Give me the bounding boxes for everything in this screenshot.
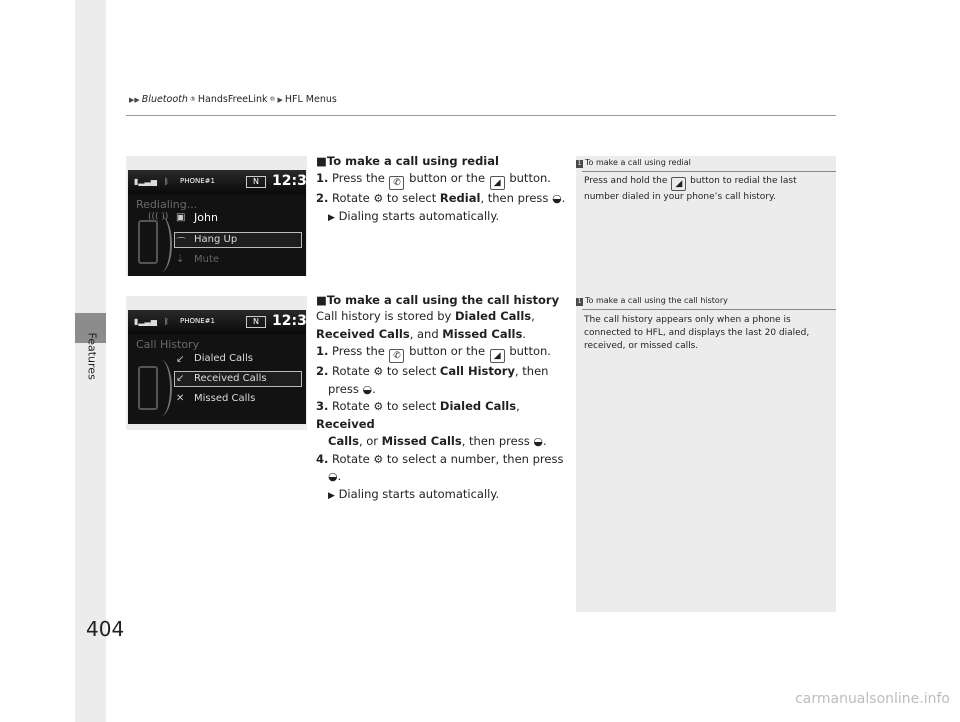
note-redial-title: 1 To make a call using redial xyxy=(577,158,691,167)
dialed-calls-option[interactable]: Dialed Calls xyxy=(194,353,253,364)
selector-knob-icon: ⚙ xyxy=(373,365,384,378)
hang-up-label: Hang Up xyxy=(194,234,238,245)
press-knob-icon: ◒ xyxy=(328,470,338,483)
calling-waves-icon: ((( )) xyxy=(148,212,169,222)
gear-indicator: N xyxy=(246,176,266,188)
pick-up-button-icon: ◢ xyxy=(490,176,505,190)
contact-name: John xyxy=(194,211,218,224)
note-redial-text: Press and hold the ◢ button to redial the last number dialed in your phone’s call history. xyxy=(584,176,797,202)
note-call-history-title: 1 To make a call using the call history xyxy=(577,296,728,305)
breadcrumb-hfl-menus: HFL Menus xyxy=(284,94,337,105)
result-arrow-icon: ▶ xyxy=(328,212,335,223)
phone-button-icon: ✆ xyxy=(389,349,404,363)
watermark: carmanualsonline.info xyxy=(795,691,950,707)
note-rule xyxy=(582,171,836,172)
selector-knob-icon: ⚙ xyxy=(373,192,384,205)
contact-icon: ▣ xyxy=(176,212,186,223)
missed-calls-icon: ✕ xyxy=(176,393,185,404)
phone-label: PHONE#1 xyxy=(180,177,215,185)
breadcrumb-arrow-icon: ▶▶ xyxy=(129,95,140,104)
selector-knob-icon: ⚙ xyxy=(373,400,384,413)
section-call-history-steps: Call history is stored by Dialed Calls, Received Calls, and Missed Calls. 1. Press the ✆ button or the ◢ button. 2. Rotate ⚙ to select Call History, then press ◒. 3. Rotate ⚙ to select Dialed Calls, Received Calls, or Missed Calls, then press ◒. 4. Rotate ⚙ to select a number, then press ◒. ▶ Dialing starts automatically. xyxy=(316,309,564,501)
battery-signal-icon: ▮▂▃▅ xyxy=(134,177,157,186)
battery-signal-icon: ▮▂▃▅ xyxy=(134,317,157,326)
notes-column xyxy=(576,156,836,612)
result-arrow-icon: ▶ xyxy=(328,490,335,501)
section-redial-heading: ■To make a call using redial xyxy=(316,154,499,168)
hang-up-icon: ⌒ xyxy=(176,238,186,249)
section-call-history-heading: ■To make a call using the call history xyxy=(316,293,560,307)
section-bullet-icon: ■ xyxy=(316,293,327,307)
gear-indicator: N xyxy=(246,316,266,328)
received-calls-option[interactable]: Received Calls xyxy=(194,373,267,384)
bluetooth-icon: ᛒ xyxy=(164,317,169,326)
call-history-display xyxy=(128,310,317,424)
dialed-calls-icon: ↙ xyxy=(176,354,185,365)
clock: 12:34 xyxy=(272,313,317,329)
side-tab-label: Features xyxy=(85,332,99,380)
redial-screen-image xyxy=(126,156,317,276)
phone-button-icon: ✆ xyxy=(389,176,404,190)
missed-calls-option[interactable]: Missed Calls xyxy=(194,393,256,404)
call-history-screen-image xyxy=(126,296,317,430)
note-rule xyxy=(582,309,836,310)
clock: 12:34 xyxy=(272,173,317,189)
header-rule xyxy=(126,115,836,116)
screen-title: Call History xyxy=(136,338,200,351)
press-knob-icon: ◒ xyxy=(533,435,543,448)
section-bullet-icon: ■ xyxy=(316,154,327,168)
status-bar xyxy=(128,310,317,334)
note-call-history-text: The call history appears only when a phone is connected to HFL, and displays the last 20 dialed, received, or missed calls. xyxy=(584,315,810,351)
press-knob-icon: ◒ xyxy=(362,382,373,396)
mute-icon: ⇣ xyxy=(176,254,185,265)
redial-display xyxy=(128,170,317,276)
breadcrumb-bluetooth: Bluetooth xyxy=(141,94,188,105)
pick-up-button-icon: ◢ xyxy=(490,349,505,363)
pick-up-button-icon: ◢ xyxy=(671,177,686,191)
page-number: 404 xyxy=(86,617,125,641)
breadcrumb-arrow-icon: ▶ xyxy=(277,95,283,104)
section-redial-steps: 1. Press the ✆ button or the ◢ button. 2. Rotate ⚙ to select Redial, then press ◒. ▶ Dialing starts automatically. xyxy=(316,171,566,223)
received-calls-icon: ↙ xyxy=(176,373,185,384)
selector-knob-icon: ⚙ xyxy=(373,452,384,466)
phone-label: PHONE#1 xyxy=(180,317,215,325)
signal-arc xyxy=(150,360,172,416)
breadcrumb: ▶▶ Bluetooth ® HandsFreeLink ® ▶ HFL Menus xyxy=(129,94,337,105)
bluetooth-icon: ᛒ xyxy=(164,177,169,186)
status-bar xyxy=(128,170,317,194)
signal-arc xyxy=(150,216,172,272)
mute-label: Mute xyxy=(194,254,220,265)
screen-title: Redialing... xyxy=(136,198,198,211)
press-knob-icon: ◒ xyxy=(552,192,562,205)
